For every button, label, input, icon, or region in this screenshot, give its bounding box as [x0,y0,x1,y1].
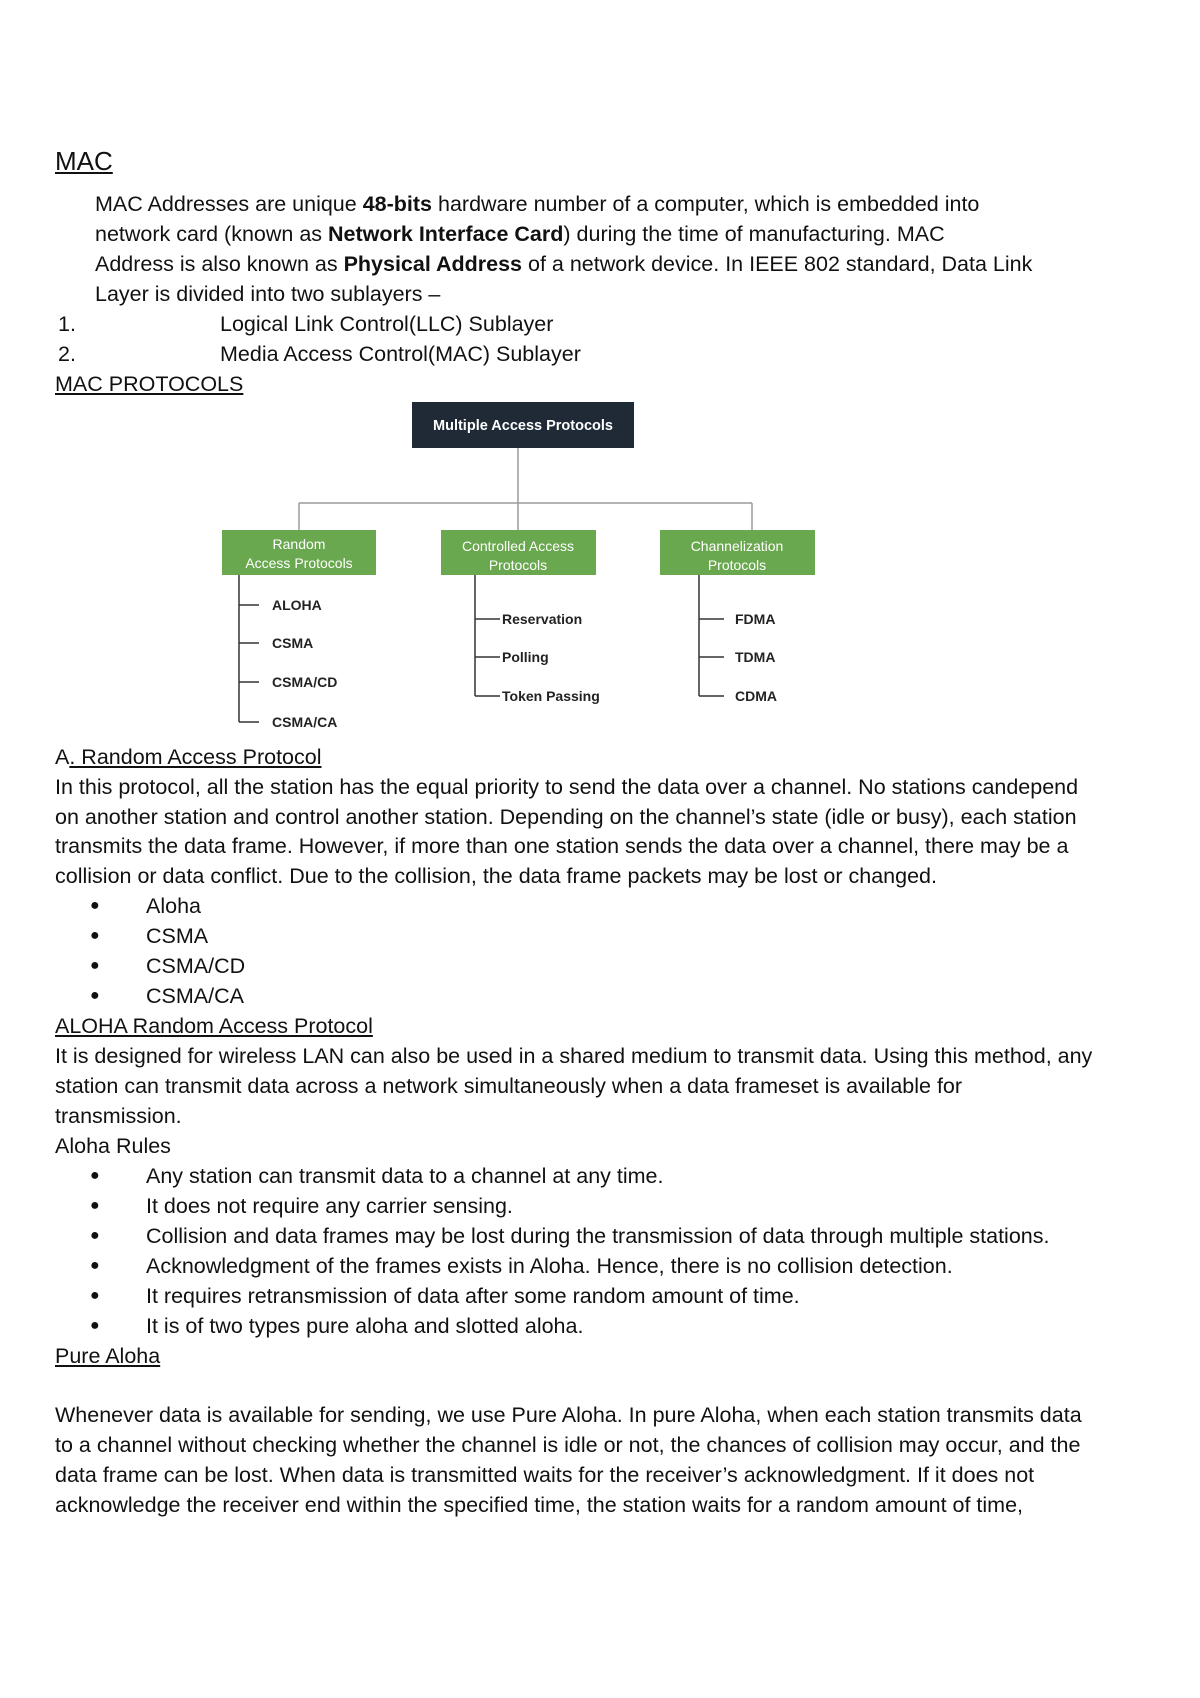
protocols-heading: MAC PROTOCOLS [55,372,244,396]
intro-text: ) during the time of manufacturing. MAC [563,222,945,246]
leaf-item: CSMA [272,635,314,651]
leaf-item: CDMA [735,688,777,704]
leaf-item: Reservation [502,611,583,627]
aloha-rules-heading: Aloha Rules [55,1134,171,1158]
leaf-item: TDMA [735,649,776,665]
page-title: MAC [55,146,113,176]
protocols-diagram [215,400,835,740]
paragraph-line: In this protocol, all the station has the equal priority to send the data over a channel. No stations candepend [55,775,1079,799]
aloha-heading: ALOHA Random Access Protocol [55,1014,373,1038]
leaf-labels [272,597,777,730]
list-item: Aloha [146,894,201,918]
branch-label: Channelization [690,538,784,554]
intro-bold: Physical Address [343,252,523,276]
branch-label: Random [272,536,326,552]
sublayer-text: Media Access Control(MAC) Sublayer [220,342,581,366]
bullet-icon: ● [90,1317,100,1334]
intro-text: MAC Addresses are unique [95,192,363,216]
list-item: Collision and data frames may be lost during the transmission of data through multiple stations. [146,1224,1050,1248]
bullet-icon: ● [90,1287,100,1304]
list-item: CSMA/CD [146,954,246,978]
paragraph-line: on another station and control another station. Depending on the channel’s state (idle or busy), each station [55,805,1077,829]
paragraph-line: transmits the data frame. However, if more than one station sends the data over a channel, there may be a [55,834,1069,858]
heading-prefix: A [55,745,70,769]
leaf-item: CSMA/CD [272,674,338,690]
paragraph-line: to a channel without checking whether the channel is idle or not, the chances of collision may occur, and the [55,1433,1081,1457]
paragraph-line: Whenever data is available for sending, we use Pure Aloha. In pure Aloha, when each station transmits data [55,1403,1082,1427]
paragraph-line: station can transmit data across a network simultaneously when a data frameset is available for [55,1074,963,1098]
sublayer-number: 2. [58,342,76,366]
intro-text: network card (known as [95,222,329,246]
intro-text: hardware number of a computer, which is embedded into [432,192,980,216]
sublayer-number: 1. [58,312,76,336]
paragraph-line: It is designed for wireless LAN can also be used in a shared medium to transmit data. Using this method, any [55,1044,1093,1068]
list-item: CSMA [146,924,209,948]
bullet-icon: ● [90,897,100,914]
protocols-tree [215,400,835,740]
bullet-icon: ● [90,987,100,1004]
intro-line-2 [95,219,945,249]
bullet-icon: ● [90,1167,100,1184]
root-node-label: Multiple Access Protocols [433,418,613,434]
paragraph-line: acknowledge the receiver end within the specified time, the station waits for a random amount of time, [55,1493,1024,1517]
list-item: It does not require any carrier sensing. [146,1194,513,1218]
bullet-icon: ● [90,1227,100,1244]
list-item: Any station can transmit data to a channel at any time. [146,1164,664,1188]
list-item: It requires retransmission of data after some random amount of time. [146,1284,800,1308]
leaf-item: ALOHA [272,597,322,613]
bullet-icon: ● [90,927,100,944]
sublayer-text: Logical Link Control(LLC) Sublayer [220,312,554,336]
section-a-heading [55,742,322,772]
intro-line-1 [95,189,979,219]
branch-label: Controlled Access [461,538,575,554]
paragraph-line: collision or data conflict. Due to the collision, the data frame packets may be lost or changed. [55,864,937,888]
bullet-icon: ● [90,1197,100,1214]
paragraph-line: data frame can be lost. When data is transmitted waits for the receiver’s acknowledgment. If it does not [55,1463,1035,1487]
heading-text: . Random Access Protocol [69,745,322,769]
list-item: CSMA/CA [146,984,244,1008]
intro-line-3 [95,249,1032,279]
intro-bold: Network Interface Card [328,222,564,246]
intro-line-4: Layer is divided into two sublayers – [95,282,441,306]
list-item: It is of two types pure aloha and slotted aloha. [146,1314,584,1338]
branch-label: Protocols [488,557,548,573]
intro-text: of a network device. In IEEE 802 standard, Data Link [522,252,1033,276]
leaf-item: Token Passing [502,688,600,704]
leaf-item: CSMA/CA [272,714,338,730]
pure-aloha-heading: Pure Aloha [55,1344,161,1368]
leaf-item: FDMA [735,611,776,627]
branch-label: Access Protocols [245,555,353,571]
paragraph-line: transmission. [55,1104,182,1128]
bullet-icon: ● [90,957,100,974]
list-item: Acknowledgment of the frames exists in Aloha. Hence, there is no collision detection. [146,1254,953,1278]
branch-label: Protocols [707,557,767,573]
leaf-item: Polling [502,649,549,665]
intro-bold: 48-bits [362,192,433,216]
intro-text: Address is also known as [95,252,344,276]
bullet-icon: ● [90,1257,100,1274]
